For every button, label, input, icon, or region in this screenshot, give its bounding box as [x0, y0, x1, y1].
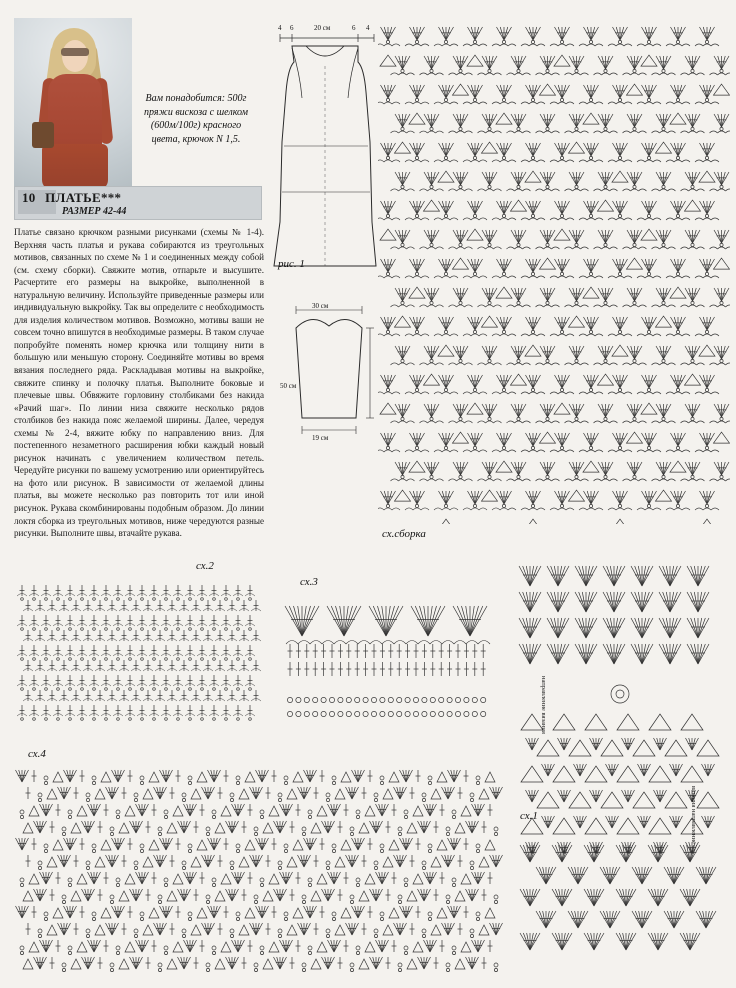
scheme1-chart — [512, 562, 728, 974]
sleeve-length-label: 50 см — [280, 382, 297, 390]
scheme3-chart — [280, 596, 492, 732]
assembly-chart — [378, 14, 730, 524]
direction-knit-label: направление вязания — [540, 676, 547, 734]
sleeve-cuff-label: 19 см — [312, 434, 329, 442]
materials-note: Вам понадобится: 500г пряжи вискоза с шелком (600м/100г) красного цвета, крючок N 1,5. — [144, 93, 248, 145]
sleeve-pattern-drawing — [282, 300, 378, 446]
title-text: ПЛАТЬЕ*** — [45, 190, 122, 205]
dress-skirt — [42, 144, 108, 190]
dress-pattern-drawing — [272, 22, 382, 272]
instructions-paragraph: Платье связано крючком разными рисунками (схемы № 1-4). Верхняя часть платья и рукава собираются из треугольных мотивов, связанных по схеме № 1 и соединенных между собой (см. схему сборки). Свяжите мотив, отпарьте и высушите. Расчертите его размеры на выкройке, выполненной в натуральную величину. Используйте приведенные размеры или индивидуальную выкройку. Так вы определите с необходимость для изделия количеством мотивов. Возможно, мотивы ваши не совсем точно впишутся в необходимые размеры. В таком случае попробуйте поменять номер крючка или толщину нити в большую или меньшую сторону. Соединяйте мотивы во время вязания последнего ряда. Раскладывая мотивы на выкройке, свяжите спинку и полочку платья. Выполните боковые и плечевые швы. Обвяжите горловину столбиками без накида «Рачий шаг». По линии низа свяжите несколько рядов столбиков без накида пояс желаемой ширины. Далее, чередуя схемы № 2-4, вяжите юбку по направлению вниз. Для постепенного незаметного расширения юбки каждый новый рисунок начинать с увеличением количеством петель. Чередуйте рисунки по вашему усмотрению или ориентируйтесь на фото или рисунок. В зависимости от желаемой длины платья, вы можете несколько раз повторить тот или иной рисунок. Рукава скомбинированы подобным образом. До линии локтя сборка из треугольных мотивов, ниже чередуются разные рисунки. Выполните швы, втачайте рукава. — [14, 227, 264, 539]
title-number: 10 — [22, 190, 36, 205]
scheme1-label: сх.1 — [520, 810, 538, 822]
dim-mark-2: 6 — [290, 24, 294, 32]
dim-mark-1: 4 — [278, 24, 282, 32]
dim-mark-5: 4 — [366, 24, 370, 32]
page-title — [22, 190, 252, 206]
dim-mark-3: 20 см — [314, 24, 331, 32]
sleeve-width-label: 30 см — [312, 302, 329, 310]
scheme2-chart — [14, 580, 266, 730]
knit-direction-label2: вязания направление — [690, 786, 697, 844]
sunglasses-icon — [61, 48, 89, 56]
dim-mark-4: 6 — [352, 24, 356, 32]
scheme2-label: сх.2 — [196, 560, 214, 572]
instructions-text — [14, 226, 264, 542]
face — [62, 40, 88, 72]
title-size: РАЗМЕР 42-44 — [62, 206, 127, 217]
scheme3-label: сх.3 — [300, 576, 318, 588]
assembly-label: сх.сборка — [382, 528, 426, 540]
fig1-label: рис. 1 — [278, 258, 305, 270]
scheme4-label: сх.4 — [28, 748, 46, 760]
model-photo — [14, 18, 132, 206]
handbag — [32, 122, 54, 148]
scheme4-chart — [14, 768, 506, 984]
